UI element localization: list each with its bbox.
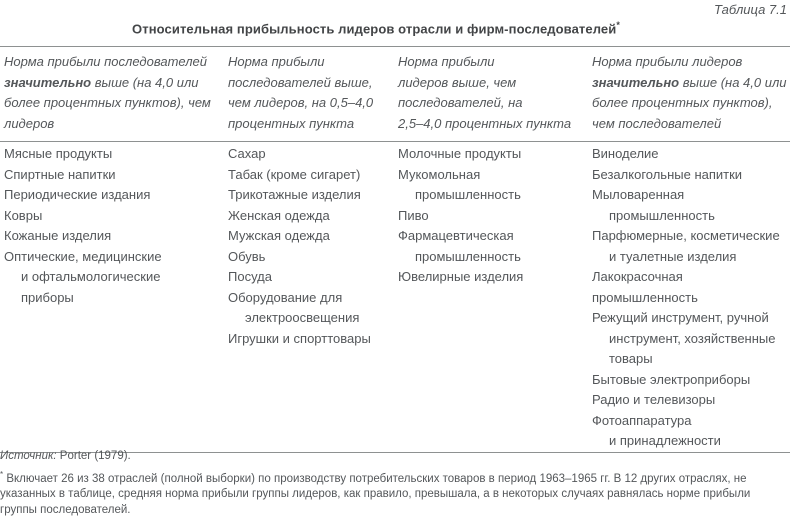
header-line [592, 73, 790, 94]
header-text: Норма прибыли [398, 54, 495, 69]
industry-line: электроосвещения [245, 310, 360, 326]
header-text: более процентных пунктов), чем [4, 95, 211, 111]
header-emphasis: значительно [592, 74, 680, 90]
industry-line: Периодические издания [4, 187, 151, 203]
industry-line: Мужская одежда [228, 228, 330, 244]
industry-line: Пиво [398, 207, 429, 223]
body-cell-leaders-much-higher [588, 144, 790, 452]
industry-line: Фармацевтическая [398, 228, 514, 244]
header-text: чем последователей [592, 115, 722, 131]
industry-line: и принадлежности [609, 433, 721, 449]
industry-line: Радио и телевизоры [592, 392, 716, 408]
header-line [592, 114, 790, 135]
header-cell-leaders-higher [394, 52, 588, 134]
industry-line: и офтальмологические [21, 269, 161, 285]
source-text: Porter (1979). [56, 450, 131, 462]
industry-line: Оборудование для [228, 289, 343, 305]
header-line [228, 93, 394, 114]
header-emphasis: значительно [4, 74, 92, 90]
header-text: Норма прибыли лидеров [592, 54, 743, 69]
industry-line: Виноделие [592, 146, 659, 162]
footnote-line: * Включает 26 из 38 отраслей (полной выборки) по производству потребительских товаров в период 1963–1965 гг. В 12 других отраслях, не [0, 470, 747, 485]
footnote-line: указанных в таблице, средняя норма прибыли группы лидеров, как правило, превышала, а в некоторых случаях равнялась норме прибыли [0, 488, 751, 501]
header-text: Норма прибыли [228, 54, 325, 69]
header-cell-followers-much-higher [0, 52, 224, 134]
industry-line: Табак (кроме сигарет) [228, 166, 361, 182]
header-text: выше (на 4,0 или [91, 74, 199, 90]
header-cell-leaders-much-higher [588, 52, 790, 134]
body-cell-followers-much-higher [0, 144, 224, 452]
header-line [228, 114, 394, 135]
table-header-row [0, 47, 790, 141]
industry-line: Мясные продукты [4, 146, 113, 162]
header-text: выше (на 4,0 или [679, 74, 787, 90]
industry-line: Обувь [228, 248, 266, 264]
header-text: лидеров [4, 115, 55, 131]
header-line [592, 52, 790, 73]
industry-line: Фотоаппаратура [592, 412, 692, 428]
industry-line: Трикотажные изделия [228, 187, 361, 203]
industry-line: Режущий инструмент, ручной [592, 310, 769, 326]
header-cell-followers-higher [224, 52, 394, 134]
header-text: процентных пункта [228, 115, 355, 131]
industry-line: промышленность [592, 289, 698, 305]
page-title [0, 20, 752, 36]
header-line [398, 93, 588, 114]
footnote [0, 467, 790, 519]
title-text: Относительная прибыльность лидеров отрасли и фирм-последователей [132, 21, 617, 37]
title-footnote-marker: * [616, 20, 620, 30]
header-text: Норма прибыли последователей [4, 54, 207, 69]
industry-line: товары [609, 351, 653, 367]
industry-line: Оптические, медицинские [4, 248, 162, 264]
footnote-marker: * [0, 470, 4, 479]
industry-line: приборы [21, 289, 74, 305]
header-text: последователей выше, [228, 74, 373, 90]
source-note [0, 448, 790, 464]
header-text: лидеров выше, чем [398, 74, 517, 90]
header-line [4, 52, 224, 73]
table-footer [0, 448, 790, 519]
footnote-line: группы последователей. [0, 504, 131, 517]
header-line [398, 52, 588, 73]
header-line [398, 114, 588, 135]
header-text: чем лидеров, на 0,5–4,0 [228, 95, 374, 111]
industry-table [0, 46, 790, 453]
header-line [592, 93, 790, 114]
industry-line: Молочные продукты [398, 146, 522, 162]
source-label: Источник: [0, 450, 57, 462]
header-line [228, 52, 394, 73]
industry-line: Мыловаренная [592, 187, 685, 203]
industry-line: Лакокрасочная [592, 269, 683, 285]
header-text: последователей, на [398, 95, 523, 111]
table-caption: Таблица 7.1 [714, 2, 787, 17]
body-cell-leaders-higher [394, 144, 588, 452]
industry-line: промышленность [415, 187, 521, 203]
industry-line: Посуда [228, 269, 272, 285]
industry-line: Кожаные изделия [4, 228, 112, 244]
industry-line: промышленность [609, 207, 715, 223]
industry-line: Сахар [228, 146, 266, 162]
header-line [228, 73, 394, 94]
industry-line: Ковры [4, 207, 43, 223]
industry-line: и туалетные изделия [609, 248, 737, 264]
industry-line: Спиртные напитки [4, 166, 116, 182]
industry-line: Игрушки и спорттовары [228, 330, 371, 346]
industry-line: Бытовые электроприборы [592, 371, 751, 387]
industry-line: Женская одежда [228, 207, 330, 223]
header-text: 2,5–4,0 процентных пункта [398, 115, 572, 131]
industry-line: промышленность [415, 248, 521, 264]
header-text: более процентных пунктов), [592, 95, 773, 111]
industry-line: Мукомольная [398, 166, 481, 182]
industry-line: Безалкогольные напитки [592, 166, 743, 182]
header-line [398, 73, 588, 94]
header-line [4, 93, 224, 114]
table-body-row [0, 142, 790, 452]
header-line [4, 114, 224, 135]
industry-line: Парфюмерные, косметические [592, 228, 780, 244]
body-cell-followers-higher [224, 144, 394, 452]
industry-line: инструмент, хозяйственные [609, 330, 776, 346]
industry-line: Ювелирные изделия [398, 269, 524, 285]
header-line [4, 73, 224, 94]
